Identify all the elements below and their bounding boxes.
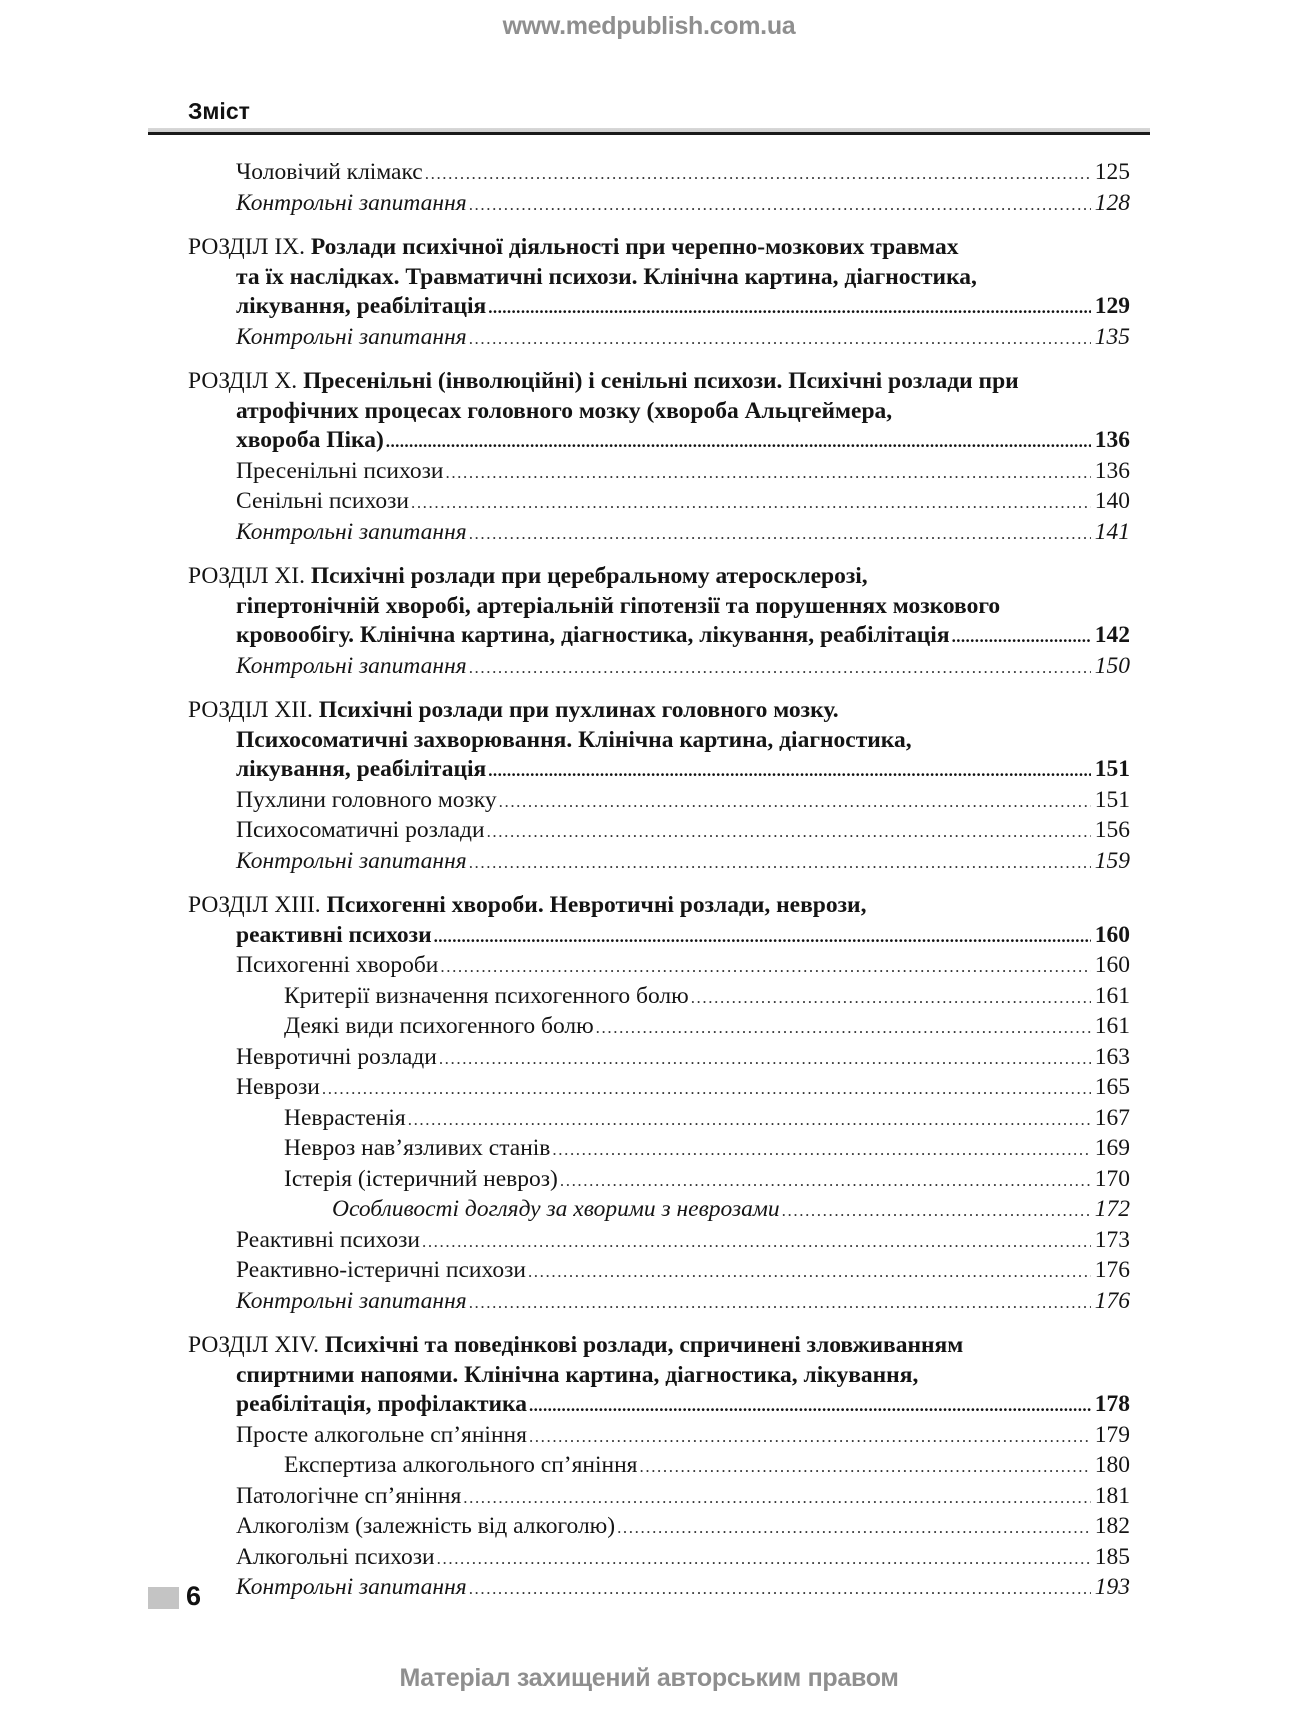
chapter-title-line: кровообігу. Клінічна картина, діагностика, лікування, реабілітація — [236, 622, 950, 648]
toc-entry-page: 159 — [1094, 847, 1130, 874]
toc-entry-page: 180 — [1094, 1452, 1130, 1478]
dot-leader — [691, 983, 1091, 1013]
chapter-title-line: лікування, реабілітація — [236, 756, 487, 782]
dot-leader — [469, 190, 1091, 220]
toc-entry-title: Деякі види психогенного болю — [284, 1013, 594, 1039]
chapter-page: 178 — [1094, 1391, 1130, 1417]
chapter-title-line: Психічні розлади при пухлинах головного мозку. — [318, 697, 839, 723]
dot-leader — [469, 519, 1091, 549]
toc-entry[interactable] — [188, 1165, 1130, 1196]
toc-entry-page: 185 — [1094, 1543, 1130, 1570]
chapter-title-line: гіпертонічній хворобі, артеріальній гіпотензії та порушеннях мозкового — [236, 592, 1001, 619]
toc-entry[interactable] — [188, 1512, 1130, 1543]
toc-entry-title: Контрольні запитання — [236, 652, 467, 679]
toc-entry[interactable] — [188, 487, 1130, 518]
toc-entry[interactable] — [188, 189, 1130, 220]
toc-entry-page: 172 — [1094, 1196, 1130, 1222]
dot-leader — [640, 1452, 1091, 1482]
toc-entry-title: Реактивно-істеричні психози — [236, 1257, 526, 1283]
toc-entry-page: 167 — [1094, 1104, 1130, 1131]
dot-leader — [322, 1074, 1091, 1104]
toc-entry-title: Неврози — [236, 1074, 320, 1100]
dot-leader — [529, 1391, 1091, 1421]
page-number: 6 — [186, 1581, 202, 1611]
dot-leader — [560, 1166, 1091, 1196]
toc-entry-title: Пресенільні психози — [236, 457, 444, 484]
toc-entry[interactable] — [188, 652, 1130, 683]
chapter-title-line: спиртними напоями. Клінічна картина, діагностика, лікування, — [236, 1361, 919, 1388]
toc-entry-page: 151 — [1094, 786, 1130, 813]
toc-entry-title: Чоловічий клімакс — [236, 159, 423, 185]
dot-leader — [952, 622, 1091, 652]
toc-entry-title: Контрольні запитання — [236, 1287, 467, 1314]
toc-entry-page: 163 — [1094, 1043, 1130, 1070]
dot-leader — [434, 922, 1091, 952]
chapter-label: РОЗДІЛ XIV. — [188, 1332, 319, 1358]
chapter-label: РОЗДІЛ XIII. — [188, 892, 321, 918]
dot-leader — [487, 817, 1091, 847]
toc-entry[interactable] — [188, 982, 1130, 1013]
page-number-marker — [148, 1587, 179, 1609]
chapter-label: РОЗДІЛ IX. — [188, 234, 306, 260]
dot-leader — [488, 293, 1090, 323]
dot-leader — [408, 1105, 1091, 1135]
toc-entry-title: Контрольні запитання — [236, 323, 467, 350]
toc-entry[interactable] — [188, 1451, 1130, 1482]
chapter-page: 160 — [1094, 921, 1130, 948]
chapter-title-line: реабілітація, профілактика — [236, 1391, 527, 1417]
dot-leader — [552, 1135, 1090, 1165]
toc-entry-page: 136 — [1094, 457, 1130, 484]
toc-entry-page: 161 — [1094, 1013, 1130, 1039]
chapter-heading[interactable] — [188, 891, 1130, 951]
header-rule — [148, 128, 1150, 135]
toc-entry-title: Реактивні психози — [236, 1226, 420, 1253]
toc-entry-page: 135 — [1094, 323, 1130, 350]
table-of-contents — [188, 158, 1130, 1604]
chapter-title-line: хвороба Піка) — [236, 427, 384, 453]
toc-entry-page: 165 — [1094, 1074, 1130, 1100]
toc-entry-page: 160 — [1094, 952, 1130, 978]
toc-entry-page: 125 — [1094, 159, 1130, 185]
toc-entry[interactable] — [188, 457, 1130, 488]
toc-entry-page: 170 — [1094, 1165, 1130, 1192]
chapter-label: РОЗДІЛ XII. — [188, 697, 313, 723]
toc-entry-title: Психосоматичні розлади — [236, 817, 485, 843]
toc-entry[interactable] — [188, 847, 1130, 878]
dot-leader — [488, 756, 1090, 786]
toc-entry-title: Невроз нав’язливих станів — [284, 1135, 551, 1161]
toc-entry-title: Алкогольні психози — [236, 1543, 435, 1570]
toc-entry[interactable] — [188, 1573, 1130, 1604]
dot-leader — [469, 653, 1091, 683]
toc-entry-page: 141 — [1094, 518, 1130, 545]
toc-entry[interactable] — [188, 1287, 1130, 1318]
dot-leader — [437, 1544, 1091, 1574]
toc-entry-page: 182 — [1094, 1513, 1130, 1539]
toc-entry-title: Особливості догляду за хворими з неврозами — [332, 1196, 780, 1222]
toc-entry-page: 179 — [1094, 1421, 1130, 1448]
chapter-title-line: Психічні розлади при церебральному атеросклерозі, — [310, 563, 868, 589]
chapter-page: 129 — [1094, 293, 1130, 319]
toc-entry-title: Неврастенія — [284, 1104, 406, 1131]
toc-entry-page: 161 — [1094, 982, 1130, 1009]
dot-leader — [445, 458, 1090, 488]
chapter-page: 136 — [1094, 427, 1130, 453]
chapter-title-line: Психосоматичні захворювання. Клінічна картина, діагностика, — [236, 726, 912, 753]
toc-entry-title: Алкоголізм (залежність від алкоголю) — [236, 1513, 616, 1539]
chapter-heading[interactable] — [188, 1331, 1130, 1421]
chapter-label: РОЗДІЛ X. — [188, 368, 298, 394]
toc-entry-page: 181 — [1094, 1482, 1130, 1509]
toc-entry-page: 150 — [1094, 652, 1130, 679]
toc-entry-title: Просте алкогольне сп’яніння — [236, 1421, 527, 1448]
toc-entry-title: Контрольні запитання — [236, 1574, 467, 1600]
chapter-heading[interactable] — [188, 233, 1130, 323]
toc-entry-title: Контрольні запитання — [236, 189, 467, 216]
toc-entry-page: 169 — [1094, 1135, 1130, 1161]
toc-entry-page: 128 — [1094, 189, 1130, 216]
toc-entry-title: Психогенні хвороби — [236, 952, 439, 978]
watermark-url: www.medpublish.com.ua — [502, 12, 796, 40]
chapter-title-line: атрофічних процесах головного мозку (хвороба Альцгеймера, — [236, 397, 893, 424]
chapter-heading[interactable] — [188, 696, 1130, 786]
toc-entry[interactable] — [188, 323, 1130, 354]
toc-entry-title: Контрольні запитання — [236, 518, 467, 545]
chapter-title-line: лікування, реабілітація — [236, 293, 487, 319]
dot-leader — [596, 1013, 1091, 1043]
chapter-heading[interactable] — [188, 562, 1130, 652]
toc-entry-page: 140 — [1094, 488, 1130, 514]
dot-leader — [469, 324, 1091, 354]
toc-entry-page: 193 — [1094, 1574, 1130, 1600]
toc-entry[interactable] — [188, 1012, 1130, 1043]
chapter-page: 151 — [1094, 756, 1130, 782]
toc-entry-title: Сенільні психози — [236, 488, 409, 514]
dot-leader — [439, 1044, 1091, 1074]
toc-entry[interactable] — [188, 518, 1130, 549]
dot-leader — [499, 787, 1091, 817]
toc-entry[interactable] — [188, 1043, 1130, 1074]
toc-entry[interactable] — [188, 951, 1130, 982]
toc-entry-title: Експертиза алкогольного сп’яніння — [284, 1452, 638, 1478]
toc-entry[interactable] — [188, 1543, 1130, 1574]
toc-entry-title: Пухлини головного мозку — [236, 786, 497, 813]
toc-entry[interactable] — [188, 786, 1130, 817]
toc-entry[interactable] — [188, 1104, 1130, 1135]
toc-entry-title: Контрольні запитання — [236, 847, 467, 874]
toc-entry-title: Критерії визначення психогенного болю — [284, 982, 689, 1009]
chapter-heading[interactable] — [188, 367, 1130, 457]
chapter-title-line: Психогенні хвороби. Невротичні розлади, неврози, — [326, 892, 867, 918]
dot-leader — [440, 952, 1090, 982]
toc-entry[interactable] — [188, 1421, 1130, 1452]
toc-entry[interactable] — [188, 1256, 1130, 1287]
dot-leader — [469, 848, 1091, 878]
toc-entry[interactable] — [188, 158, 1130, 189]
toc-entry[interactable] — [188, 816, 1130, 847]
dot-leader — [528, 1257, 1091, 1287]
toc-entry[interactable] — [188, 1226, 1130, 1257]
dot-leader — [617, 1513, 1091, 1543]
chapter-title-line: Розлади психічної діяльності при черепно-мозкових травмах — [310, 234, 959, 260]
dot-leader — [386, 427, 1091, 457]
toc-entry[interactable] — [188, 1195, 1130, 1226]
toc-entry-page: 156 — [1094, 817, 1130, 843]
dot-leader — [463, 1483, 1091, 1513]
dot-leader — [529, 1422, 1091, 1452]
chapter-title-line: Пресенільні (інволюційні) і сенільні психози. Психічні розлади при — [303, 368, 1019, 394]
chapter-title-line: реактивні психози — [236, 921, 432, 948]
toc-entry-page: 176 — [1094, 1257, 1130, 1283]
toc-entry-title: Патологічне сп’яніння — [236, 1482, 462, 1509]
toc-entry-page: 176 — [1094, 1287, 1130, 1314]
dot-leader — [782, 1196, 1091, 1226]
toc-entry-title: Невротичні розлади — [236, 1043, 437, 1070]
toc-entry-page: 173 — [1094, 1226, 1130, 1253]
toc-entry[interactable] — [188, 1482, 1130, 1513]
toc-entry[interactable] — [188, 1134, 1130, 1165]
dot-leader — [411, 488, 1091, 518]
running-head: Зміст — [188, 98, 250, 124]
chapter-page: 142 — [1094, 622, 1130, 648]
chapter-title-line: та їх наслідках. Травматичні психози. Клінічна картина, діагностика, — [236, 263, 977, 290]
chapter-title-line: Психічні та поведінкові розлади, спричинені зловживанням — [324, 1332, 964, 1358]
dot-leader — [469, 1288, 1091, 1318]
toc-entry[interactable] — [188, 1073, 1130, 1104]
toc-entry-title: Істерія (істеричний невроз) — [284, 1165, 558, 1192]
copyright-notice: Матеріал захищений авторським правом — [399, 1664, 899, 1692]
dot-leader — [469, 1574, 1091, 1604]
dot-leader — [422, 1227, 1091, 1257]
chapter-label: РОЗДІЛ XI. — [188, 563, 306, 589]
dot-leader — [425, 159, 1091, 189]
